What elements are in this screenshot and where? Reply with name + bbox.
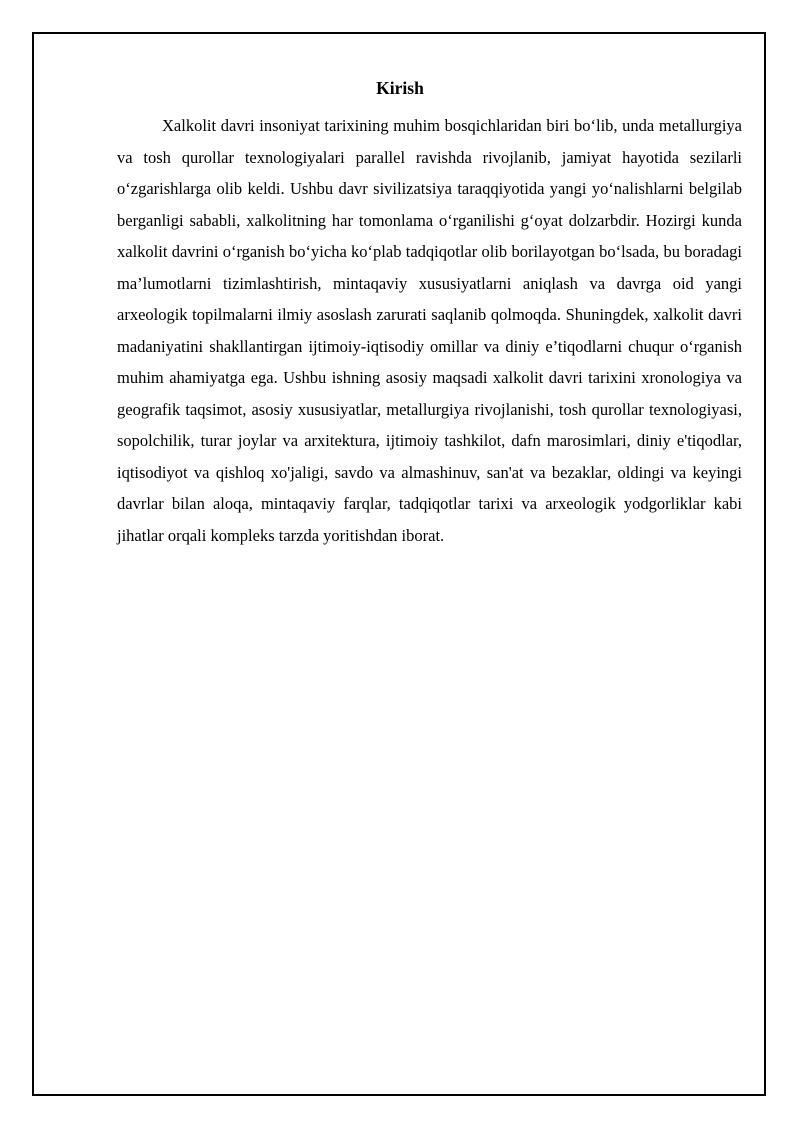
intro-paragraph: Xalkolit davri insoniyat tarixining muhim bosqichlaridan biri bo‘lib, unda metallurgiya va tosh qurollar texnologiyalari parallel ravishda rivojlanib, jamiyat hayotida sezilarli o‘zgarishlarga olib keldi. Ushbu davr sivilizatsiya taraqqiyotida yangi yo‘nalishlarni belgilab berganligi sababli, xalkolitning har tomonlama o‘rganilishi g‘oyat dolzarbdir. Hozirgi kunda xalkolit davrini o‘rganish bo‘yicha ko‘plab tadqiqotlar olib borilayotgan bo‘lsada, bu boradagi ma’lumotlarni tizimlashtirish, mintaqaviy xususiyatlarni aniqlash va davrga oid yangi arxeologik topilmalarni ilmiy asoslash zarurati saqlanib qolmoqda. Shuningdek, xalkolit davri madaniyatini shakllantirgan ijtimoiy-iqtisodiy omillar va diniy e’tiqodlarni chuqur o‘rganish muhim ahamiyatga ega. Ushbu ishning asosiy maqsadi xalkolit davri tarixini xronologiya va geografik taqsimot, asosiy xususiyatlar, metallurgiya rivojlanishi, tosh qurollar texnologiyasi, sopolchilik, turar joylar va arxitektura, ijtimoiy tashkilot, dafn marosimlari, diniy e'tiqodlar, iqtisodiyot va qishloq xo'jaligi, savdo va almashinuv, san'at va bezaklar, oldingi va keyingi davrlar bilan aloqa, mintaqaviy farqlar, tadqiqotlar tarixi va arxeologik yodgorliklar kabi jihatlar orqali kompleks tarzda yoritishdan iborat. — [117, 116, 742, 545]
section-heading: Kirish — [376, 78, 424, 98]
